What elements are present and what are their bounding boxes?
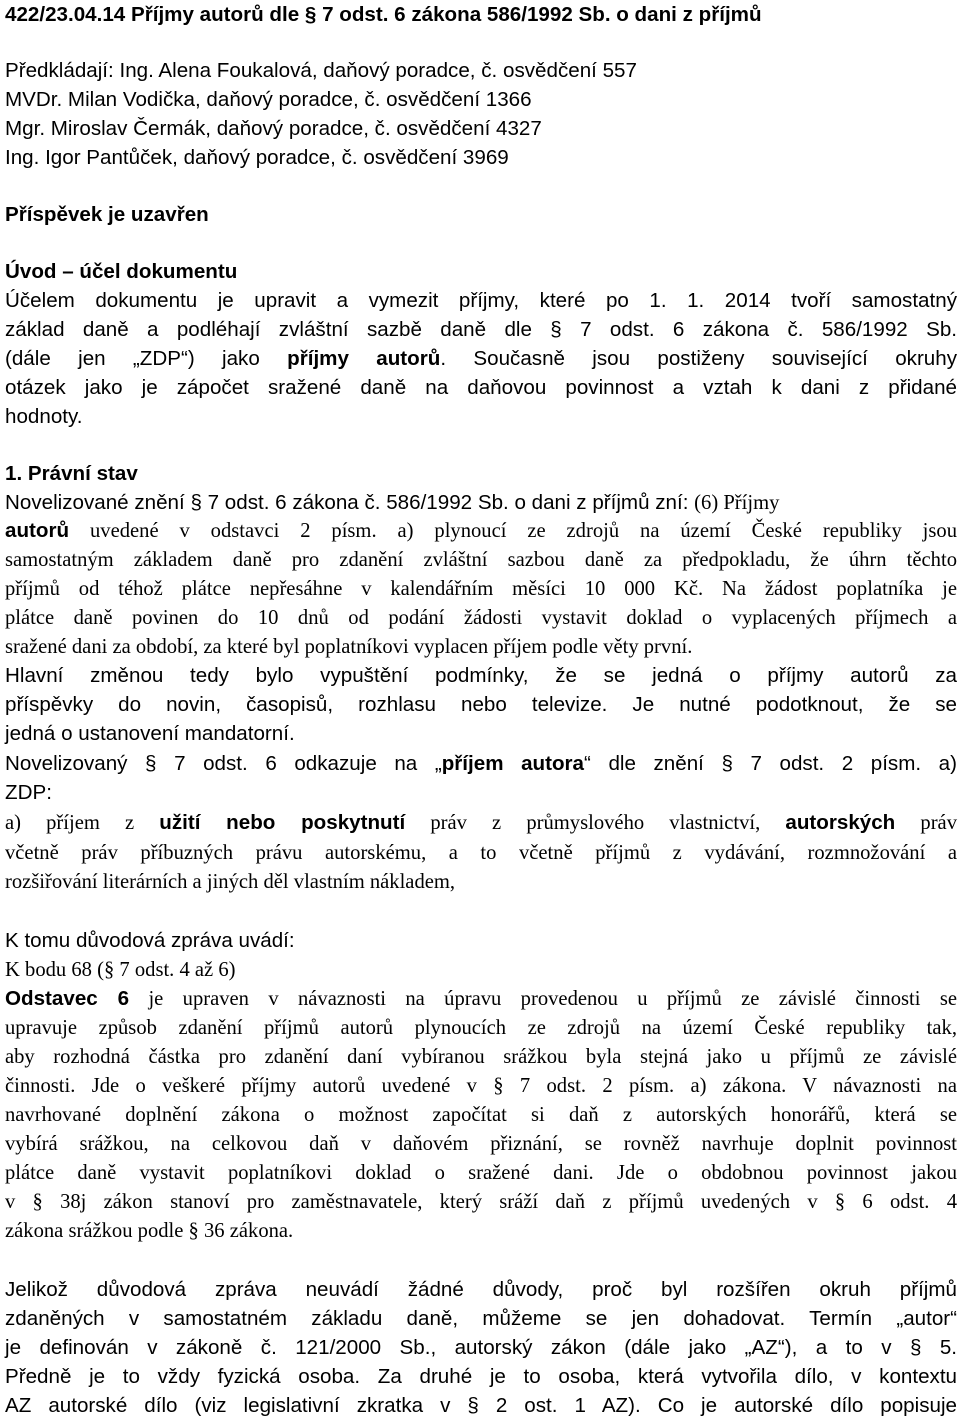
paragraph-line: ZDP:	[5, 781, 52, 804]
paragraph-line: zákona srážkou podle § 36 zákona.	[5, 1220, 294, 1242]
text-fragment: . Současně jsou postiženy související okruhy	[440, 347, 958, 370]
status-text: Příspěvek je uzavřen	[5, 203, 209, 226]
paragraph-line	[5, 346, 957, 372]
paragraph-line	[5, 810, 957, 836]
text-fragment: Novelizovaný § 7 odst. 6 odkazuje na „	[5, 752, 442, 775]
document-heading: 422/23.04.14 Příjmy autorů dle § 7 odst. 6 zákona 586/1992 Sb. o dani z příjmů	[5, 3, 762, 26]
paragraph-line: Hlavní změnou tedy bylo vypuštění podmínky, že se jedná o příjmy autorů za	[5, 664, 957, 687]
paragraph-line: činnosti. Jde o veškeré příjmy autorů uvedené v § 7 odst. 2 písm. a) zákona. V návaznosti na	[5, 1075, 957, 1097]
paragraph-line: sražené dani za období, za které byl poplatníkovi vyplacen příjem podle věty první.	[5, 636, 693, 658]
paragraph-line	[5, 986, 957, 1012]
paragraph-line: Předně je to vždy fyzická osoba. Za druhé je to osoba, která vytvořila dílo, v kontextu	[5, 1365, 957, 1388]
term-emphasis: Odstavec 6	[5, 987, 130, 1010]
paragraph-line: samostatným základem daně pro zdanění zvláštní sazbou daně za předpokladu, že úhrn těchto	[5, 549, 957, 571]
paragraph-line: upravuje způsob zdanění příjmů autorů plynoucích ze zdrojů na území České republiky tak,	[5, 1017, 957, 1039]
paragraph-line: základ daně a podléhají zvláštní sazbě daně dle § 7 odst. 6 zákona č. 586/1992 Sb.	[5, 318, 957, 341]
text-fragment: (6) Příjmy	[694, 492, 780, 514]
text-fragment: “ dle znění § 7 odst. 2 písm. a)	[584, 752, 957, 775]
text-fragment: a) příjem z	[5, 812, 160, 834]
section-title: K tomu důvodová zpráva uvádí:	[5, 929, 295, 952]
text-fragment: práv	[895, 812, 957, 834]
term-emphasis: autorů	[5, 519, 70, 542]
paragraph-line	[5, 490, 957, 516]
presenter-line: Mgr. Miroslav Čermák, daňový poradce, č. osvědčení 4327	[5, 117, 542, 140]
text-fragment: je upraven v návaznosti na úpravu provedenou u příjmů ze závislé činnosti se	[129, 988, 957, 1010]
presenter-line: Ing. Igor Pantůček, daňový poradce, č. osvědčení 3969	[5, 146, 509, 169]
paragraph-line: aby rozhodná částka pro zdanění daní vybíranou srážkou byla stejná jako u příjmů ze závislé	[5, 1046, 957, 1068]
paragraph-line: plátce daně vystavit poplatníkovi doklad o sražené dani. Jde o obdobnou povinnost jakou	[5, 1162, 957, 1184]
paragraph-line: K bodu 68 (§ 7 odst. 4 až 6)	[5, 959, 236, 981]
paragraph-line: hodnoty.	[5, 405, 83, 428]
paragraph-line: AZ autorské dílo (viz legislativní zkratka v § 2 ost. 1 AZ). Co je autorské dílo popisuje	[5, 1394, 957, 1417]
presenter-line: MVDr. Milan Vodička, daňový poradce, č. osvědčení 1366	[5, 88, 532, 111]
paragraph-line: jedná o ustanovení mandatorní.	[5, 722, 295, 745]
presenter-line: Předkládají: Ing. Alena Foukalová, daňový poradce, č. osvědčení 557	[5, 59, 637, 82]
paragraph-line: navrhované doplnění zákona o možnost započítat si daň z autorských honorářů, která se	[5, 1104, 957, 1126]
paragraph-line: je definován v zákoně č. 121/2000 Sb., autorský zákon (dále jako „AZ“), a to v § 5.	[5, 1336, 957, 1359]
term-emphasis: příjmy autorů	[287, 347, 441, 370]
paragraph-line: rozšiřování literárních a jiných děl vlastním nákladem,	[5, 871, 456, 893]
paragraph-line: včetně práv příbuzných právu autorskému, a to včetně příjmů z vydávání, rozmnožování a	[5, 842, 957, 864]
text-fragment: práv z průmyslového vlastnictví,	[405, 812, 786, 834]
paragraph-line	[5, 518, 957, 544]
paragraph-line: příspěvky do novin, časopisů, rozhlasu nebo televize. Je nutné podotknout, že se	[5, 693, 957, 716]
paragraph-line	[5, 751, 957, 777]
section-title: 1. Právní stav	[5, 462, 138, 485]
section-title: Úvod – účel dokumentu	[5, 260, 238, 283]
term-emphasis: užití nebo poskytnutí	[159, 811, 406, 834]
paragraph-line: vybírá srážkou, na celkovou daň v daňovém přiznání, se rovněž navrhuje doplnit povinnost	[5, 1133, 957, 1155]
text-fragment: uvedené v odstavci 2 písm. a) plynoucí ze zdrojů na území České republiky jsou	[69, 520, 957, 542]
term-emphasis: autorských	[785, 811, 896, 834]
paragraph-line: zdaněných v samostatném základu daně, můžeme se jen dohadovat. Termín „autor“	[5, 1307, 957, 1330]
paragraph-line: plátce daně povinen do 10 dnů od podání žádosti vystavit doklad o vyplacených příjmech a	[5, 607, 957, 629]
paragraph-line: otázek jako je zápočet sražené daně na daňovou povinnost a vztah k dani z přidané	[5, 376, 957, 399]
paragraph-line: Účelem dokumentu je upravit a vymezit příjmy, které po 1. 1. 2014 tvoří samostatný	[5, 289, 957, 312]
text-fragment: Novelizované znění § 7 odst. 6 zákona č. 586/1992 Sb. o dani z příjmů zní:	[5, 491, 695, 514]
paragraph-line: v § 38j zákon stanoví pro zaměstnavatele, který sráží daň z příjmů uvedených v § 6 odst. 4	[5, 1191, 957, 1213]
text-fragment: (dále jen „ZDP“) jako	[5, 347, 288, 370]
term-emphasis: příjem autora	[441, 752, 585, 775]
paragraph-line: příjmů od téhož plátce nepřesáhne v kalendářním měsíci 10 000 Kč. Na žádost poplatníka je	[5, 578, 957, 600]
paragraph-line: Jelikož důvodová zpráva neuvádí žádné důvody, proč byl rozšířen okruh příjmů	[5, 1278, 957, 1301]
